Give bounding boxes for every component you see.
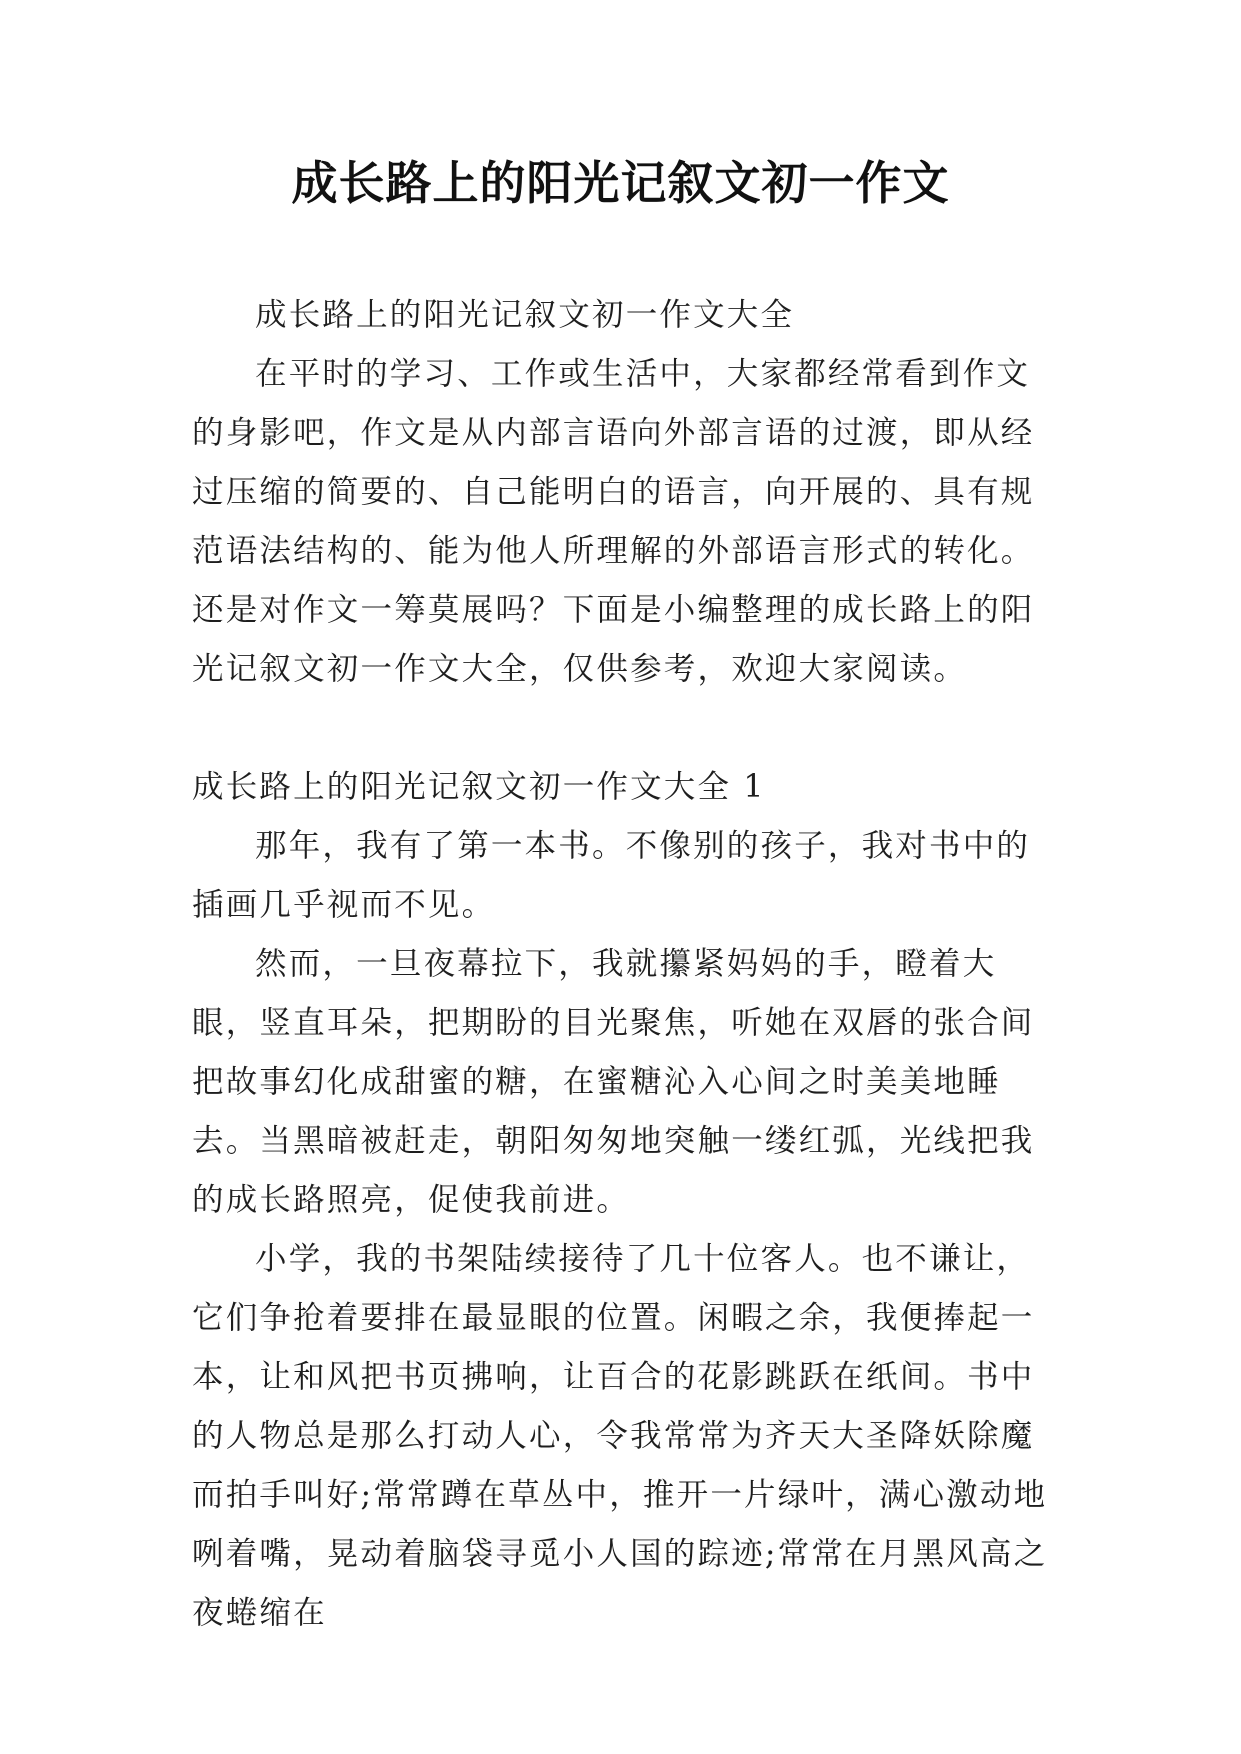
intro-paragraph: 在平时的学习、工作或生活中，大家都经常看到作文的身影吧，作文是从内部言语向外部言语的过渡，即从经过压缩的简要的、自己能明白的语言，向开展的、具有规范语法结构的、能为他人所理解的外部语言形式的转化。还是对作文一筹莫展吗？下面是小编整理的成长路上的阳光记叙文初一作文大全，仅供参考，欢迎大家阅读。 <box>192 356 1035 687</box>
document-title: 成长路上的阳光记叙文初一作文 <box>291 156 950 210</box>
intro-heading: 成长路上的阳光记叙文初一作文大全 <box>255 297 795 333</box>
body-paragraph-1: 那年，我有了第一本书。不像别的孩子，我对书中的插画几乎视而不见。 <box>192 828 1031 923</box>
body-paragraph-3: 小学，我的书架陆续接待了几十位客人。也不谦让，它们争抢着要排在最显眼的位置。闲暇之余，我便捧起一本，让和风把书页拂响，让百合的花影跳跃在纸间。书中的人物总是那么打动人心，令我常常为齐天大圣降妖除魔而拍手叫好;常常蹲在草丛中，推开一片绿叶，满心激动地咧着嘴，晃动着脑袋寻觅小人国的踪迹;常常在月黑风高之夜蜷缩在 <box>192 1241 1048 1631</box>
section-heading: 成长路上的阳光记叙文初一作文大全 1 <box>192 769 766 805</box>
body-paragraph-2: 然而，一旦夜幕拉下，我就攥紧妈妈的手，瞪着大眼，竖直耳朵，把期盼的目光聚焦，听她在双唇的张合间把故事幻化成甜蜜的糖，在蜜糖沁入心间之时美美地睡去。当黑暗被赶走，朝阳匆匆地突触一缕红弧，光线把我的成长路照亮，促使我前进。 <box>192 946 1035 1218</box>
document-body <box>192 286 1060 1643</box>
